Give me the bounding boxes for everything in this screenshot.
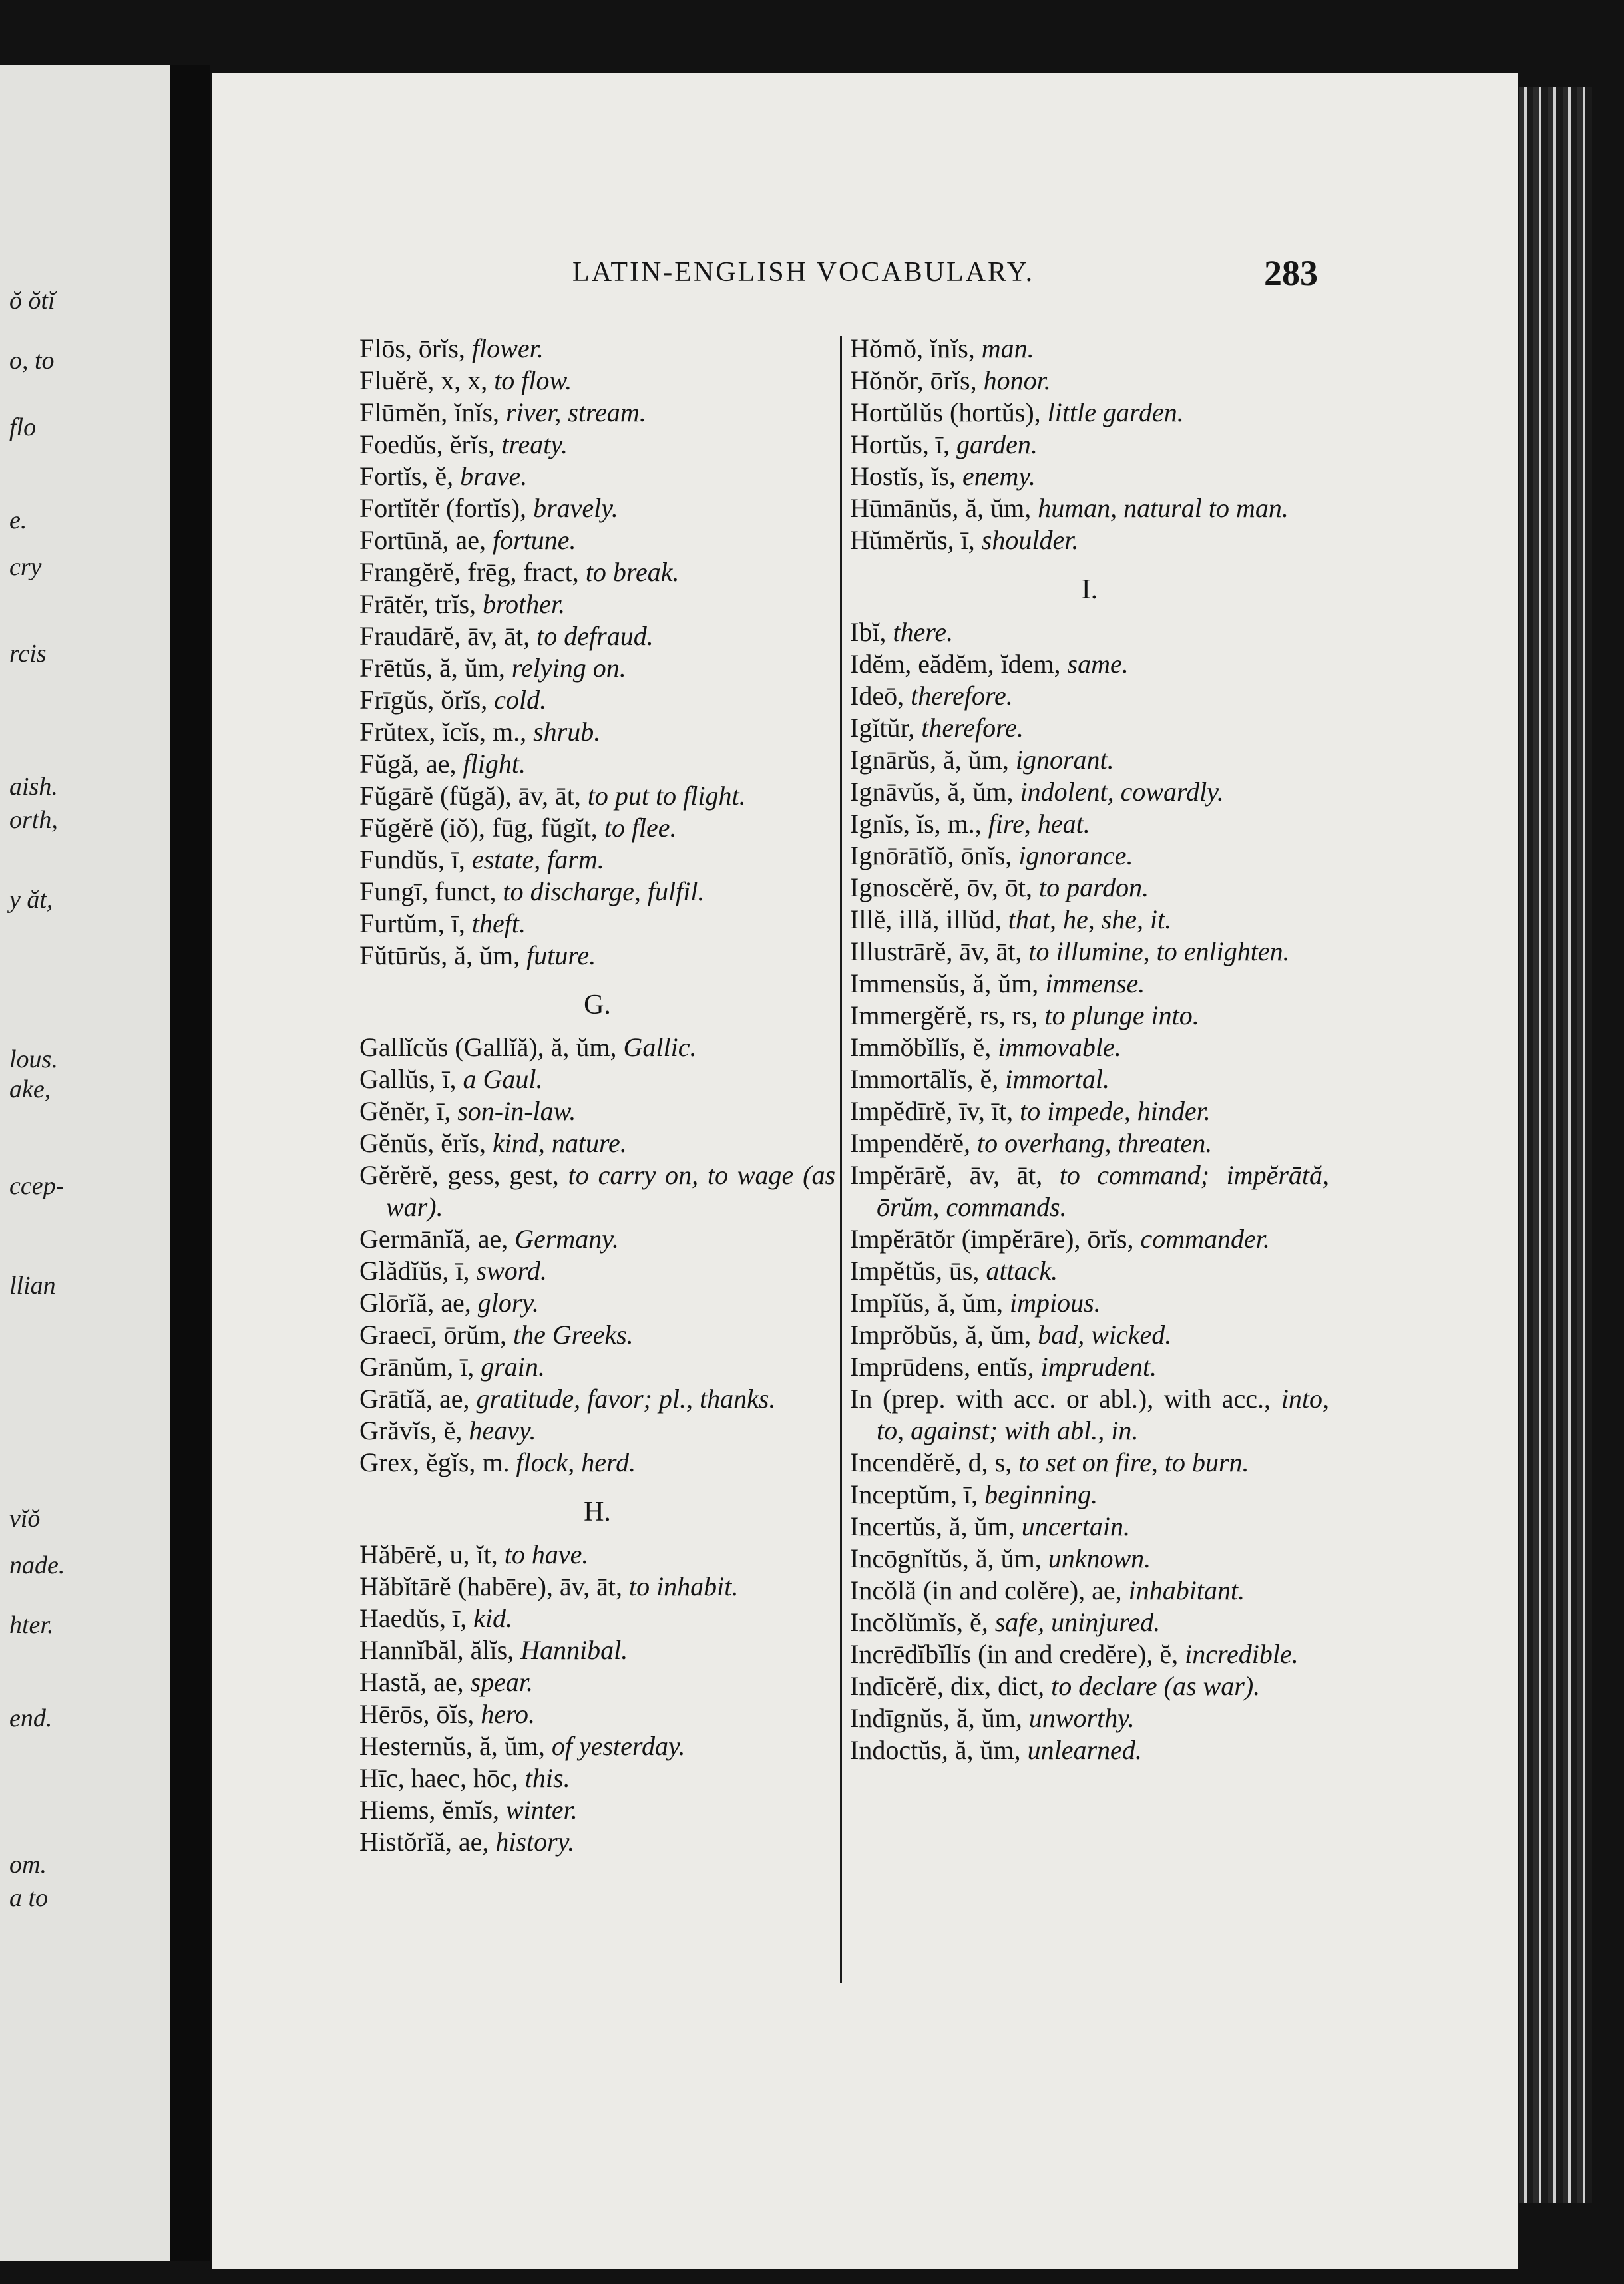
entry-meaning: winter. <box>505 1795 578 1825</box>
vocab-entry <box>850 461 1329 492</box>
page-number: 283 <box>1264 253 1318 293</box>
entry-meaning: spear. <box>470 1667 534 1697</box>
entry-meaning: Gallic. <box>623 1032 697 1062</box>
book-gutter <box>170 65 210 2261</box>
entry-headword: Glōrĭă, ae, <box>359 1288 471 1318</box>
entry-headword: Impĕrātŏr (impĕrāre), ōrĭs, <box>850 1224 1134 1254</box>
vocab-entry <box>359 1698 835 1730</box>
vocab-entry <box>850 1287 1329 1319</box>
entry-meaning: relying on. <box>511 653 626 683</box>
entry-meaning: there. <box>893 617 954 647</box>
entry-meaning: bravely. <box>533 493 618 523</box>
entry-headword: Idĕm, eădĕm, ĭdem, <box>850 649 1061 679</box>
entry-meaning: immense. <box>1045 968 1145 998</box>
vocab-entry <box>359 1447 835 1479</box>
entry-headword: Hannĭbăl, ălĭs, <box>359 1635 514 1665</box>
entry-meaning: inhabitant. <box>1128 1575 1245 1605</box>
vocab-entry <box>850 904 1329 936</box>
entry-headword: Hŭmĕrŭs, ī, <box>850 525 975 555</box>
entry-meaning: to pardon. <box>1038 872 1149 902</box>
entry-headword: Gallŭs, ī, <box>359 1064 457 1094</box>
entry-meaning: unworthy. <box>1028 1703 1135 1733</box>
entry-headword: Fŭgă, ae, <box>359 749 457 779</box>
entry-meaning: this. <box>524 1763 570 1793</box>
entry-headword: Ignĭs, ĭs, m., <box>850 809 982 839</box>
entry-meaning: hero. <box>481 1699 536 1729</box>
entry-headword: Frangĕrĕ, frēg, fract, <box>359 557 579 587</box>
entry-headword: Flōs, ōrĭs, <box>359 333 465 363</box>
vocab-entry <box>850 1000 1329 1032</box>
entry-meaning: man. <box>981 333 1034 363</box>
vocab-entry <box>850 776 1329 808</box>
vocab-entry <box>850 1127 1329 1159</box>
vocab-entry <box>850 1159 1329 1223</box>
vocab-entry <box>850 712 1329 744</box>
vocab-entry <box>359 397 835 429</box>
entry-headword: Ideō, <box>850 681 905 711</box>
entry-meaning: flower. <box>471 333 544 363</box>
entry-meaning: immovable. <box>998 1032 1121 1062</box>
running-title: LATIN-ENGLISH VOCABULARY. <box>572 257 1035 287</box>
vocab-entry <box>850 1447 1329 1479</box>
left-page-fragment: aish. <box>9 773 58 801</box>
entry-meaning: of yesterday. <box>551 1731 686 1761</box>
entry-headword: Impĕrārĕ, āv, āt, <box>850 1160 1043 1190</box>
vocab-entry <box>359 844 835 876</box>
left-page-fragment: y ăt, <box>9 886 53 914</box>
vocab-entry <box>850 1255 1329 1287</box>
letter-heading: I. <box>1081 574 1098 605</box>
entry-headword: Flūmĕn, ĭnĭs, <box>359 397 500 427</box>
entry-meaning: little garden. <box>1047 397 1184 427</box>
vocab-entry <box>359 1794 835 1826</box>
entry-headword: Glădĭŭs, ī, <box>359 1256 470 1286</box>
entry-meaning: treaty. <box>501 429 568 459</box>
vocab-entry <box>359 1571 835 1603</box>
left-page-fragment: flo <box>9 413 37 441</box>
entry-meaning: to flow. <box>494 365 572 395</box>
entry-headword: Hortŭlŭs (hortŭs), <box>850 397 1041 427</box>
entry-meaning: kind, nature. <box>492 1128 627 1158</box>
entry-meaning: to have. <box>504 1539 589 1569</box>
entry-headword: Hăbērĕ, u, ĭt, <box>359 1539 498 1569</box>
entry-meaning: enemy. <box>962 461 1036 491</box>
entry-meaning: incredible. <box>1185 1639 1299 1669</box>
entry-meaning: impious. <box>1009 1288 1101 1318</box>
entry-meaning: bad, wicked. <box>1038 1320 1172 1350</box>
entry-headword: Frīgŭs, ŏrĭs, <box>359 685 488 715</box>
entry-headword: Fungī, funct, <box>359 876 497 906</box>
vocab-entry <box>850 333 1329 365</box>
entry-headword: Frētŭs, ă, ŭm, <box>359 653 505 683</box>
vocab-entry <box>850 1543 1329 1575</box>
vocabulary-column-right <box>850 333 1329 1766</box>
entry-meaning: into, to, against; with abl., in. <box>877 1384 1329 1445</box>
entry-meaning: same. <box>1067 649 1129 679</box>
vocab-entry <box>359 876 835 908</box>
entry-meaning: flight. <box>463 749 526 779</box>
entry-meaning: unknown. <box>1048 1543 1151 1573</box>
entry-meaning: kid. <box>473 1603 512 1633</box>
vocab-entry <box>359 812 835 844</box>
vocab-entry <box>359 620 835 652</box>
entry-meaning: unlearned. <box>1027 1735 1142 1765</box>
entry-headword: Grātĭă, ae, <box>359 1384 470 1414</box>
entry-meaning: ignorant. <box>1015 745 1114 775</box>
entry-meaning: to declare (as war). <box>1051 1671 1261 1701</box>
vocab-entry <box>359 780 835 812</box>
vocab-entry <box>359 588 835 620</box>
vocab-entry <box>359 1287 835 1319</box>
vocab-entry <box>850 1063 1329 1095</box>
entry-meaning: future. <box>526 940 596 970</box>
vocab-entry <box>850 936 1329 968</box>
entry-meaning: beginning. <box>984 1479 1098 1509</box>
entry-headword: Impĭŭs, ă, ŭm, <box>850 1288 1003 1318</box>
entry-headword: Immŏbĭlĭs, ĕ, <box>850 1032 992 1062</box>
entry-headword: Grex, ĕgĭs, m. <box>359 1447 510 1477</box>
vocab-entry <box>359 1762 835 1794</box>
entry-headword: Incendĕrĕ, d, s, <box>850 1447 1012 1477</box>
vocab-entry <box>359 333 835 365</box>
vocab-entry <box>359 1730 835 1762</box>
vocab-entry <box>850 1702 1329 1734</box>
entry-meaning: history. <box>495 1827 575 1857</box>
entry-headword: Hortŭs, ī, <box>850 429 950 459</box>
vocab-entry <box>359 461 835 492</box>
vocab-entry <box>850 1511 1329 1543</box>
entry-meaning: therefore. <box>921 713 1024 743</box>
entry-headword: Gĕnŭs, ĕrĭs, <box>359 1128 486 1158</box>
entry-headword: Fluĕrĕ, x, x, <box>359 365 488 395</box>
entry-meaning: commander. <box>1140 1224 1270 1254</box>
entry-headword: Frŭtex, ĭcĭs, m., <box>359 717 527 747</box>
vocab-entry <box>359 1603 835 1634</box>
left-page-edge <box>0 65 170 2261</box>
entry-meaning: to defraud. <box>536 621 654 651</box>
vocab-entry <box>359 1383 835 1415</box>
entry-meaning: brother. <box>483 589 566 619</box>
vocab-entry <box>850 1670 1329 1702</box>
entry-meaning: to break. <box>585 557 680 587</box>
left-page-fragment: end. <box>9 1704 53 1732</box>
vocab-entry <box>359 1095 835 1127</box>
vocab-entry <box>359 1666 835 1698</box>
entry-meaning: Germany. <box>514 1224 619 1254</box>
entry-meaning: heavy. <box>469 1416 536 1445</box>
left-page-fragment: vĭŏ <box>9 1505 41 1533</box>
entry-meaning: to overhang, threaten. <box>977 1128 1213 1158</box>
vocab-entry <box>359 1127 835 1159</box>
entry-headword: Hīc, haec, hōc, <box>359 1763 518 1793</box>
left-page-fragment: ŏ ŏtĭ <box>9 287 55 315</box>
vocab-entry <box>850 1032 1329 1063</box>
left-page-fragment: a to <box>9 1884 49 1912</box>
entry-headword: Incrēdĭbĭlĭs (in and credĕre), ĕ, <box>850 1639 1179 1669</box>
entry-meaning: garden. <box>956 429 1038 459</box>
entry-headword: Incŏlŭmĭs, ĕ, <box>850 1607 988 1637</box>
entry-headword: Hesternŭs, ă, ŭm, <box>359 1731 545 1761</box>
entry-meaning: shoulder. <box>981 525 1079 555</box>
left-page-fragment: cry <box>9 553 42 581</box>
vocab-entry <box>359 940 835 972</box>
vocab-entry <box>850 1638 1329 1670</box>
left-page-fragment: llian <box>9 1272 56 1300</box>
entry-headword: Igĭtŭr, <box>850 713 915 743</box>
vocab-entry <box>850 808 1329 840</box>
vocab-entry <box>359 1255 835 1287</box>
entry-meaning: to put to flight. <box>587 781 746 811</box>
vocab-entry <box>359 1159 835 1223</box>
vocab-entry <box>850 680 1329 712</box>
entry-meaning: brave. <box>460 461 528 491</box>
entry-headword: Illustrārĕ, āv, āt, <box>850 936 1022 966</box>
left-page-fragment: lous. <box>9 1046 58 1073</box>
vocab-entry <box>850 1351 1329 1383</box>
entry-headword: Fundŭs, ī, <box>359 845 465 874</box>
vocab-entry <box>850 1095 1329 1127</box>
vocab-entry <box>359 1223 835 1255</box>
entry-headword: Ignārŭs, ă, ŭm, <box>850 745 1009 775</box>
vocab-entry <box>850 1319 1329 1351</box>
entry-headword: Indīgnŭs, ă, ŭm, <box>850 1703 1022 1733</box>
entry-headword: In (prep. with acc. or abl.), with acc., <box>850 1384 1271 1414</box>
entry-meaning: theft. <box>471 908 526 938</box>
vocab-entry <box>850 648 1329 680</box>
vocab-entry <box>359 1415 835 1447</box>
left-page-fragment: nade. <box>9 1551 65 1579</box>
entry-headword: Ibĭ, <box>850 617 887 647</box>
entry-meaning: a Gaul. <box>463 1064 543 1094</box>
vocab-entry <box>850 1223 1329 1255</box>
entry-headword: Incŏlă (in and colĕre), ae, <box>850 1575 1122 1605</box>
entry-headword: Hastă, ae, <box>359 1667 464 1697</box>
entry-headword: Impendĕrĕ, <box>850 1128 971 1158</box>
entry-meaning: cold. <box>494 685 547 715</box>
left-page-fragment: hter. <box>9 1611 54 1639</box>
vocab-entry <box>359 1351 835 1383</box>
vocab-entry <box>359 652 835 684</box>
entry-meaning: to set on fire, to burn. <box>1018 1447 1249 1477</box>
entry-meaning: honor. <box>983 365 1051 395</box>
letter-heading: G. <box>584 990 611 1020</box>
vocab-entry <box>359 716 835 748</box>
entry-meaning: sword. <box>476 1256 547 1286</box>
entry-headword: Hūmānŭs, ă, ŭm, <box>850 493 1032 523</box>
vocab-entry <box>359 524 835 556</box>
entry-headword: Ignoscĕrĕ, ōv, ōt, <box>850 872 1032 902</box>
vocab-entry <box>850 397 1329 429</box>
entry-meaning: river, stream. <box>506 397 646 427</box>
vocab-entry <box>850 616 1329 648</box>
entry-meaning: indolent, cowardly. <box>1020 777 1224 807</box>
entry-headword: Hostĭs, ĭs, <box>850 461 956 491</box>
entry-meaning: to plunge into. <box>1044 1000 1199 1030</box>
entry-headword: Illĕ, illă, illŭd, <box>850 904 1002 934</box>
entry-meaning: flock, herd. <box>516 1447 636 1477</box>
vocab-entry <box>359 1634 835 1666</box>
vocab-entry <box>359 1826 835 1858</box>
vocab-entry <box>850 1383 1329 1447</box>
vocab-entry <box>359 429 835 461</box>
entry-meaning: uncertain. <box>1021 1511 1131 1541</box>
vocab-entry <box>850 1734 1329 1766</box>
vocab-entry <box>359 1539 835 1571</box>
entry-headword: Impĕdīrĕ, īv, īt, <box>850 1096 1014 1126</box>
entry-headword: Incōgnĭtŭs, ă, ŭm, <box>850 1543 1042 1573</box>
entry-meaning: safe, uninjured. <box>994 1607 1161 1637</box>
entry-headword: Hŏnŏr, ōrĭs, <box>850 365 977 395</box>
vocab-entry <box>850 429 1329 461</box>
vocab-entry <box>850 744 1329 776</box>
vocab-entry <box>850 1479 1329 1511</box>
entry-meaning: gratitude, favor; pl., thanks. <box>476 1384 776 1414</box>
letter-heading: H. <box>584 1497 611 1527</box>
vocab-entry <box>359 556 835 588</box>
vocab-entry <box>359 748 835 780</box>
vocab-entry <box>359 684 835 716</box>
entry-headword: Histŏrĭă, ae, <box>359 1827 489 1857</box>
left-page-fragment: orth, <box>9 806 58 834</box>
entry-meaning: to impede, hinder. <box>1020 1096 1211 1126</box>
entry-headword: Inceptŭm, ī, <box>850 1479 978 1509</box>
vocab-entry <box>850 1575 1329 1607</box>
vocab-entry <box>850 968 1329 1000</box>
entry-headword: Incertŭs, ă, ŭm, <box>850 1511 1015 1541</box>
left-page-fragment: rcis <box>9 640 47 667</box>
entry-headword: Imprūdens, entĭs, <box>850 1352 1034 1382</box>
entry-headword: Frātĕr, trĭs, <box>359 589 477 619</box>
vocab-entry <box>359 1063 835 1095</box>
entry-headword: Gĕrĕrĕ, gess, gest, <box>359 1160 559 1190</box>
entry-meaning: grain. <box>481 1352 545 1382</box>
entry-headword: Fortĭtĕr (fortĭs), <box>359 493 527 523</box>
entry-meaning: to flee. <box>604 813 677 843</box>
vocab-entry <box>850 840 1329 872</box>
entry-meaning: human, natural to man. <box>1038 493 1289 523</box>
entry-headword: Hērōs, ōĭs, <box>359 1699 475 1729</box>
entry-meaning: to illumine, to enlighten. <box>1028 936 1290 966</box>
entry-meaning: to inhabit. <box>628 1571 739 1601</box>
vocab-entry <box>359 365 835 397</box>
entry-headword: Fortĭs, ĕ, <box>359 461 454 491</box>
left-page-fragment: e. <box>9 506 27 534</box>
entry-headword: Grānŭm, ī, <box>359 1352 475 1382</box>
entry-headword: Indoctŭs, ă, ŭm, <box>850 1735 1021 1765</box>
entry-meaning: therefore. <box>911 681 1013 711</box>
entry-meaning: son-in-law. <box>457 1096 576 1126</box>
left-page-fragment: ake, <box>9 1075 51 1103</box>
entry-headword: Germānĭă, ae, <box>359 1224 508 1254</box>
entry-headword: Furtŭm, ī, <box>359 908 465 938</box>
entry-meaning: glory. <box>477 1288 539 1318</box>
entry-meaning: ignorance. <box>1018 841 1133 870</box>
entry-headword: Gallĭcŭs (Gallĭă), ă, ŭm, <box>359 1032 617 1062</box>
entry-meaning: immortal. <box>1005 1064 1110 1094</box>
vocabulary-column-left <box>359 333 835 1858</box>
vocab-entry <box>850 524 1329 556</box>
page-edges <box>1519 87 1592 2203</box>
vocab-entry <box>850 1607 1329 1638</box>
entry-meaning: fortune. <box>492 525 576 555</box>
entry-headword: Fŭgĕrĕ (iŏ), fūg, fŭgĭt, <box>359 813 598 843</box>
entry-meaning: estate, farm. <box>471 845 604 874</box>
entry-headword: Fraudārĕ, āv, āt, <box>359 621 530 651</box>
left-page-fragment: om. <box>9 1851 47 1879</box>
entry-meaning: attack. <box>986 1256 1058 1286</box>
left-page-fragment: o, to <box>9 347 55 375</box>
column-divider <box>840 336 842 1983</box>
entry-headword: Foedŭs, ĕrĭs, <box>359 429 495 459</box>
entry-headword: Ignāvŭs, ă, ŭm, <box>850 777 1014 807</box>
vocab-entry <box>850 872 1329 904</box>
entry-meaning: shrub. <box>533 717 601 747</box>
entry-headword: Hiems, ĕmĭs, <box>359 1795 499 1825</box>
page-header <box>572 253 1318 296</box>
entry-headword: Hŏmŏ, ĭnĭs, <box>850 333 975 363</box>
entry-headword: Fortūnă, ae, <box>359 525 486 555</box>
entry-headword: Fŭgārĕ (fŭgă), āv, āt, <box>359 781 581 811</box>
entry-headword: Grăvĭs, ĕ, <box>359 1416 463 1445</box>
entry-headword: Gĕnĕr, ī, <box>359 1096 451 1126</box>
entry-meaning: that, he, she, it. <box>1008 904 1172 934</box>
vocab-entry <box>359 908 835 940</box>
vocab-entry <box>850 365 1329 397</box>
entry-meaning: to discharge, fulfil. <box>503 876 705 906</box>
entry-headword: Indīcĕrĕ, dix, dict, <box>850 1671 1045 1701</box>
entry-meaning: to carry on, to wage (as war). <box>386 1160 836 1222</box>
entry-meaning: imprudent. <box>1040 1352 1157 1382</box>
entry-headword: Immensŭs, ă, ŭm, <box>850 968 1039 998</box>
entry-headword: Hăbĭtārĕ (habēre), āv, āt, <box>359 1571 622 1601</box>
entry-headword: Fŭtūrŭs, ă, ŭm, <box>359 940 520 970</box>
entry-headword: Haedŭs, ī, <box>359 1603 467 1633</box>
entry-meaning: the Greeks. <box>513 1320 634 1350</box>
vocab-entry <box>359 1319 835 1351</box>
vocab-entry <box>359 492 835 524</box>
entry-headword: Immergĕrĕ, rs, rs, <box>850 1000 1038 1030</box>
entry-meaning: Hannibal. <box>520 1635 628 1665</box>
vocab-entry <box>850 492 1329 524</box>
entry-headword: Immortālĭs, ĕ, <box>850 1064 999 1094</box>
entry-meaning: fire, heat. <box>988 809 1090 839</box>
entry-headword: Ignōrātĭŏ, ōnĭs, <box>850 841 1012 870</box>
entry-meaning: to command; impĕrātă, ōrŭm, commands. <box>877 1160 1330 1222</box>
left-page-fragment: ccep- <box>9 1172 65 1200</box>
entry-headword: Graecī, ōrŭm, <box>359 1320 507 1350</box>
vocab-entry <box>359 1032 835 1063</box>
entry-headword: Imprŏbŭs, ă, ŭm, <box>850 1320 1032 1350</box>
entry-headword: Impĕtŭs, ūs, <box>850 1256 980 1286</box>
